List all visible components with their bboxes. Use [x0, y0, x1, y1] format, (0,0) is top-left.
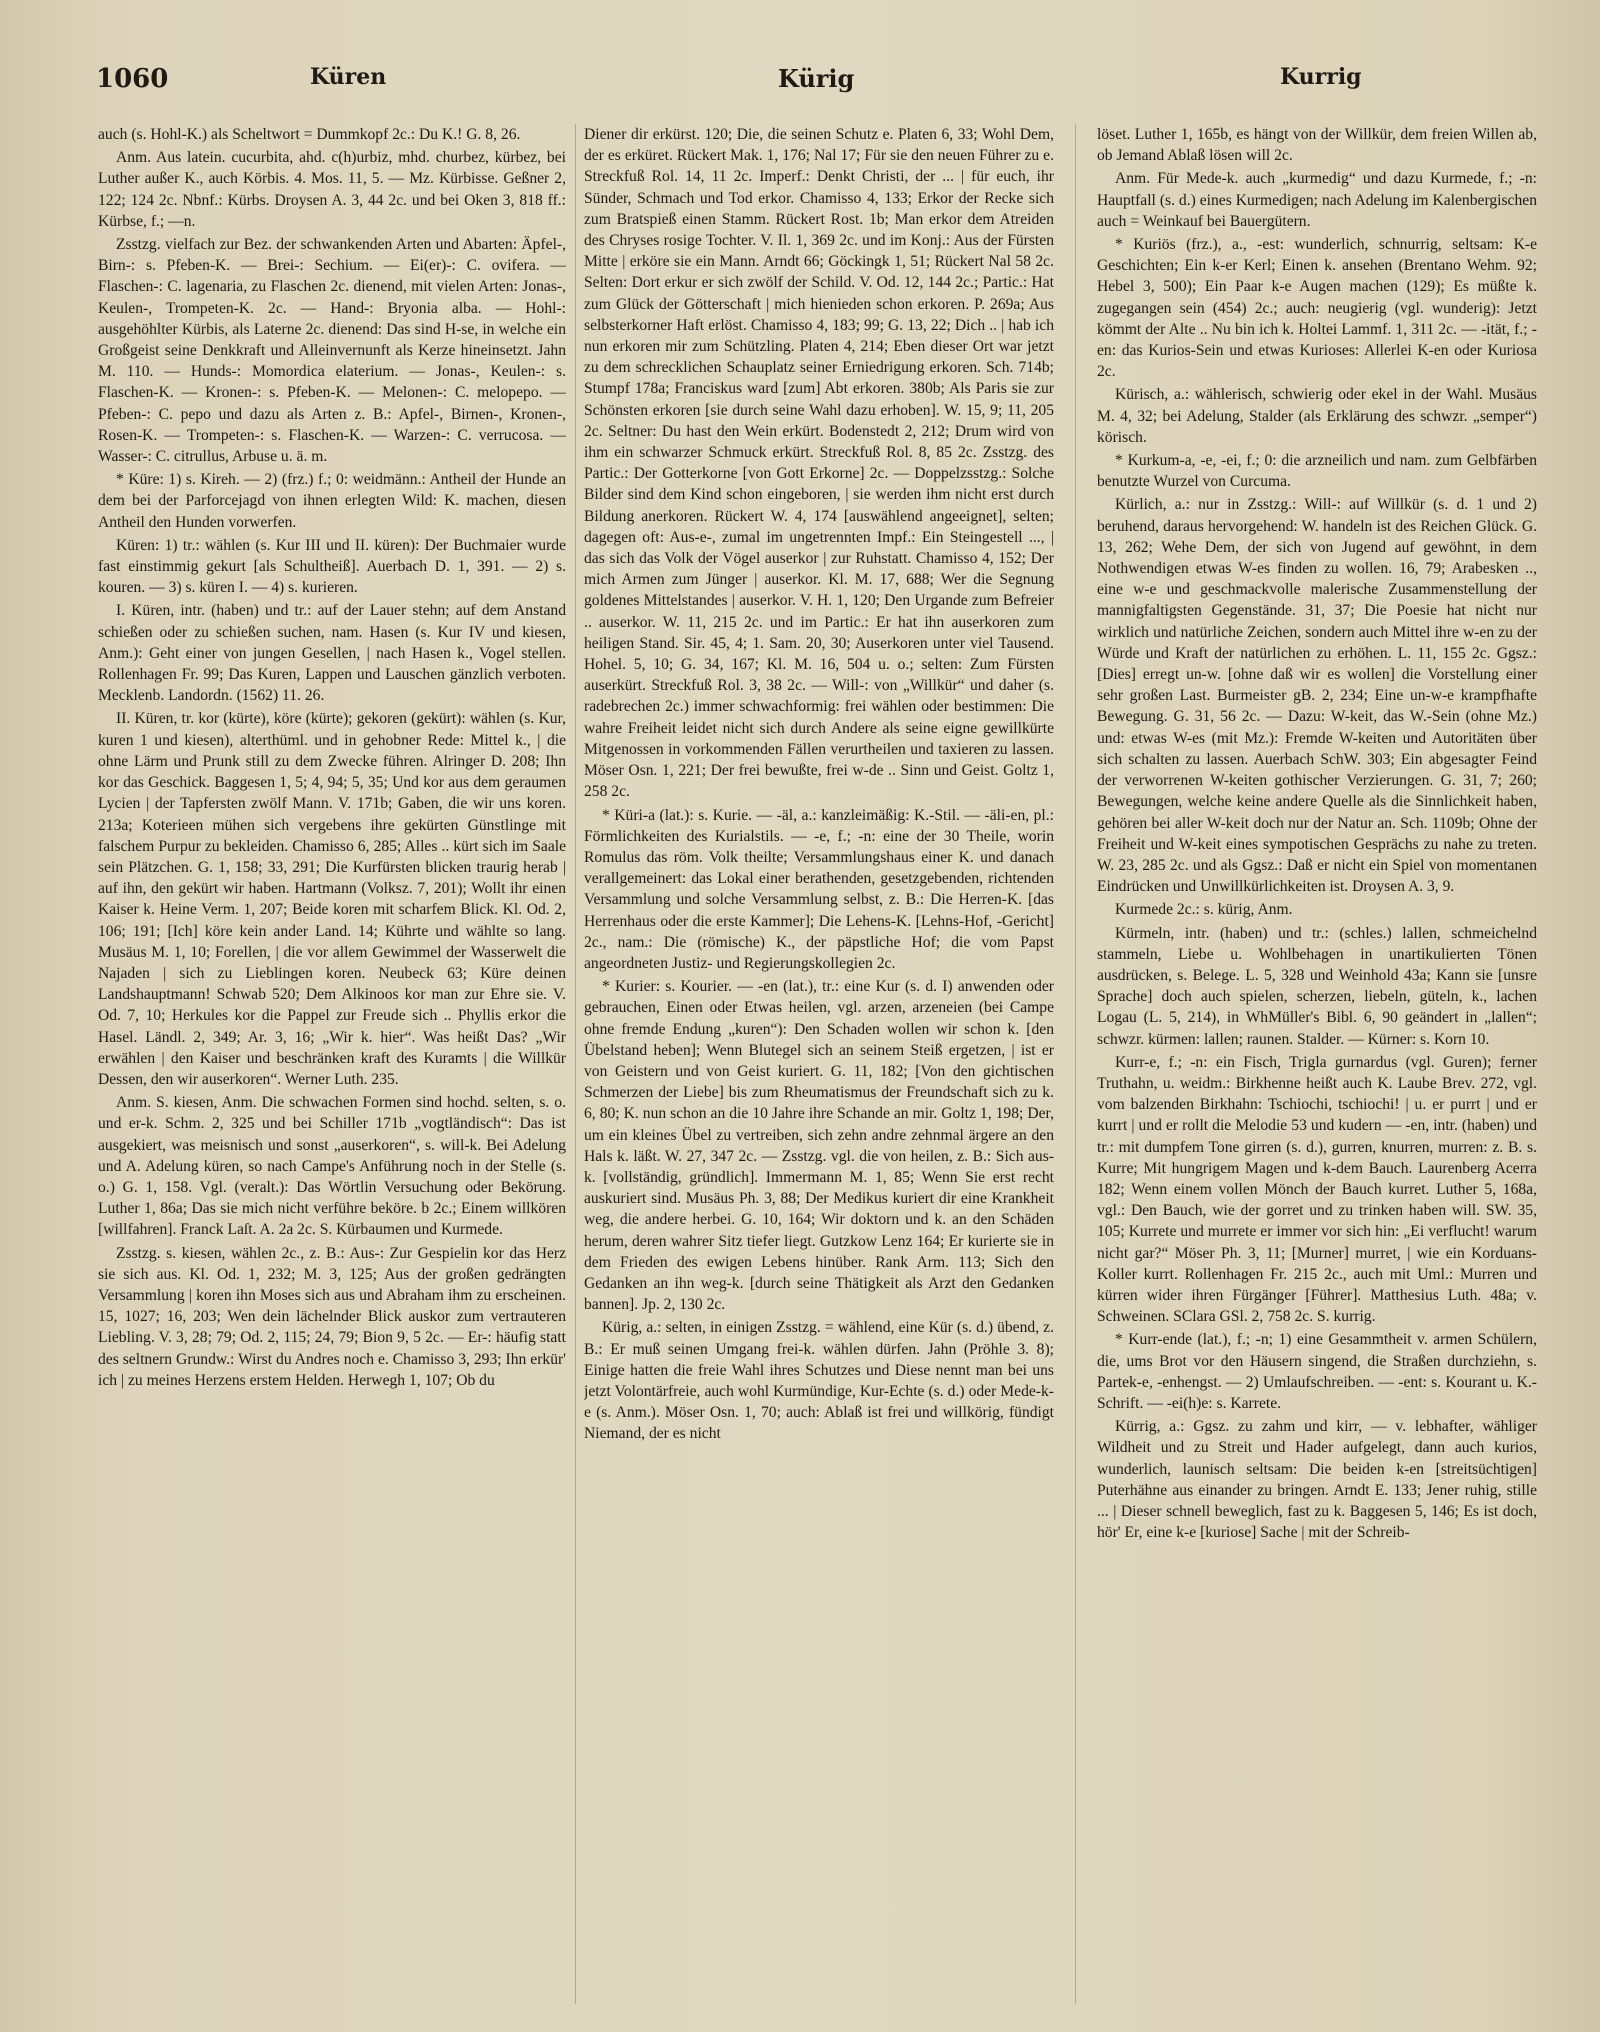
entry-paragraph: Diener dir erkürst. 120; Die, die seinen Schutz e. Platen 6, 33; Wohl Dem, der es erküret. Rückert Mak. 1, 176; Nal 17; Für sie den neuen Führer zu e. Streckfuß Rol. 14, 11 2c. Imperf.: Denkt Christi, der ... | für euch, ihr Sünder, Schmach und Tod erkor. Chamisso 4, 133; Erkor der Recke sich zum Bratspieß einen Stamm. Rückert Rost. 1b; Man erkor dem Atreiden des Chryses rosige Tochter. V. Il. 1, 369 2c. und im Konj.: Aus der Fürsten Mitte | erköre sie ein Mann. Arndt 66; Göckingk 1, 51; Rückert Nal 58 2c. Selten: Dort erkur er sich zwölf der Schild. V. Od. 12, 144 2c.; Partic.: Hat zum Glück der Götterschaft | mich hienieden schon erkoren. P. 269a; Aus selbsterkorner Haft erlöst. Chamisso 4, 183; 99; G. 13, 22; Dich .. | hab ich nun erkoren mir zum Schützling. Platen 4, 214; Eben dieser Ort war jetzt zu dem schrecklichen Schauplatz seiner Erniedrigung erkoren. Sch. 714b; Stumpf 178a; Franciskus ward [zum] Abt erkoren. 380b; Als Paris sie zur Schönsten erkoren [sie durch seine Wahl dazu erhoben]. W. 15, 9; 11, 205 2c. Seltner: Du hast den Wein erkürt. Bodenstedt 2, 212; Drum wird von ihm ein schwarzer Schmuck erkürt. Streckfuß Rol. 8, 85 2c. Zsstzg. des Partic.: Der Gotterkorne [von Gott Erkorne] 2c. — Doppelzsstzg.: Solche Bilder sind dem Kind schon eingeboren, | sie werden ihm nicht erst durch Bildung anerkoren. Rückert W. 4, 174 [auswählend angeeignet], selten; dagegen oft: Aus-e-, zumal im ungetrennten Impf.: Ein Steingestell ..., | das sich das Volk der Vögel auserkor | zur Ruhstatt. Chamisso 4, 152; Der mich Armen zum Jünger | auserkor. Kl. M. 17, 688; Wer die Segnung goldenes Mittelstandes | auserkor. V. H. 1, 120; Den Urgande zum Befreier .. auserkor. W. 11, 215 2c. und im Partic.: Er hat ihn auserkoren zum heiligen Stand. Sir. 45, 4; 1. Sam. 20, 30; Auserkoren unter viel Tausend. Hohel. 5, 10; G. 34, 167; Kl. M. 16, 504 u. o.; selten: Zum Fürsten auserkürt. Streckfuß Rol. 3, 38 2c. — Will-: von „Willkür“ und daher (s. radebrechen 2c.) immer schwachformig: frei wählen oder bestimmen: Die wahre Freiheit leidet nicht sich durch Andere als seine eigne gewillkürte Mitgenossen in vorkommenden Fällen verurtheilen und taxieren zu lassen. Möser Osn. 1, 221; Der frei bewußte, frei w-de .. Sinn und Geist. Goltz 1, 258 2c.: [584, 126, 1054, 801]
entry-paragraph: * Kurier: s. Kourier. — -en (lat.), tr.: eine Kur (s. d. I) anwenden oder gebrauchen, Einen oder Etwas heilen, vgl. arzen, arzeneien (bei Campe ohne fremde Endung „kuren“): Den Schaden wollen wir schon k. [den Übelstand heben]; Wenn Blutegel sich an seinem Steiß ergetzen, | ist er von Geistern und von Geist kuriert. G. 11, 182; [Von den gichtischen Schmerzen der Liebe] bis zum Rheumatismus der Freundschaft sich zu k. 6, 80; K. nun schon an die 10 Jahre ihre Schande an mir. Goltz 1, 198; Der, um ein kleines Übel zu vertreiben, sich zehn andre zehnmal ärgere an den Hals k. läßt. W. 27, 347 2c. — Zsstzg. vgl. die von heilen, z. B.: Sich aus-k. [vollständig, gründlich]. Immermann M. 1, 85; Wenn Sie erst recht auskuriert sind. Musäus Ph. 3, 88; Der Medikus kuriert dir eine Krankheit weg, die andere herbei. G. 10, 164; Wir doktorn und k. an den Schäden herum, deren wahrer Sitz tiefer liegt. Gutzkow Lenz 164; Er kurierte sie in dem Frieden des ewigen Lebens hinüber. Rank Arm. 113; Sich den Gedanken an ihn weg-k. [durch seine Thätigkeit als Arzt den Gedanken bannen]. Jp. 2, 130 2c.: [584, 978, 1054, 1314]
header-right-keyword: Kurrig: [1280, 64, 1362, 90]
entry-paragraph: * Kuriös (frz.), a., -est: wunderlich, schnurrig, seltsam: K-e Geschichten; Ein k-er Kerl; Einen k. ansehen (Brentano Wehm. 92; Hebel 3, 500); Ein Paar k-e Augen machen (129); Es müßte k. zugegangen sein (454) 2c.; auch: neugierig (vgl. wunderig): Jetzt kömmt der Alte .. Nu bin ich k. Holtei Lammf. 1, 311 2c. — -ität, f.; -en: das Kurios-Sein und etwas Kurioses: Allerlei K-en oder Kuriosa 2c.: [1097, 236, 1537, 381]
entry-paragraph: * Küre: 1) s. Kireh. — 2) (frz.) f.; 0: weidmänn.: Antheil der Hunde an dem bei der Parforcejagd von ihnen erlegten Wild: K. machen, diesen Antheil den Hunden vorwerfen.: [98, 471, 566, 531]
entry-paragraph: Kurr-e, f.; -n: ein Fisch, Trigla gurnardus (vgl. Guren); ferner Truthahn, u. weidm.: Birkhenne heißt auch K. Laube Brev. 272, vgl. vom balzenden Birkhahn: Tschiochi, tschiochi! | u. er purrt | und er kurrt | und er rollt die Melodie 53 und kudern — -en, intr. (haben) und tr.: mit dumpfem Tone girren (s. d.), gurren, knurren, murren: z. B. s. Kurre; Mit hungrigem Magen und k-dem Bauch. Laurenberg Acerra 182; Wenn einem vollen Mönch der Bauch kurret. Luther 5, 168a, vgl.: Den Bauch, wie der gorret und zu trinken haben will. SW. 35, 105; Kurrete und murrete er immer vor sich hin: „Ei verflucht! warum nicht gar?“ Möser Ph. 3, 11; [Murner] murret, | wie ein Korduans-Koller kurrt. Rollenhagen Fr. 215 2c., auch mit Uml.: Murren und kürren wider ihren Fürgänger [Führer]. Matthesius Luth. 48a; v. Schweinen. SClara GSl. 2, 758 2c. S. kurrig.: [1097, 1053, 1537, 1326]
entry-paragraph: Küren: 1) tr.: wählen (s. Kur III und II. küren): Der Buchmaier wurde fast einstimmig gekurt [als Schultheiß]. Auerbach D. 1, 391. — 2) s. kouren. — 3) s. küren I. — 4) s. kurieren.: [98, 536, 566, 597]
entry-paragraph: Kürrig, a.: Ggsz. zu zahm und kirr, — v. lebhafter, wähliger Wildheit und zu Streit und Hader aufgelegt, dann auch kurios, wunderlich, launisch seltsam: Die beiden k-en [streitsüchtigen] Puterhähne aus einander zu bringen. Arndt E. 133; Jener ruhig, stille ... | Dieser schnell beweglich, fast zu k. Baggesen 5, 146; Es ist doch, hör' Er, eine k-e [kuriose] Sache | mit der Schreib-: [1097, 1418, 1537, 1542]
entry-paragraph: Kürisch, a.: wählerisch, schwierig oder ekel in der Wahl. Musäus M. 4, 32; bei Adelung, Stalder (als Erklärung des schwzr. „semper“) körisch.: [1097, 386, 1537, 446]
entry-paragraph: Anm. Aus latein. cucurbita, ahd. c(h)urbiz, mhd. churbez, kürbez, bei Luther außer K., auch Körbis. 4. Mos. 11, 5. — Mz. Kürbisse. Geßner 2, 122; 124 2c. Nbnf.: Kürbs. Droysen A. 3, 44 2c. und bei Oken 3, 818 ff.: Kürbse, f.; —n.: [98, 149, 566, 230]
entry-paragraph: * Kurkum-a, -e, -ei, f.; 0: die arzneilich und nam. zum Gelbfärben benutzte Wurzel von Curcuma.: [1097, 452, 1537, 491]
entry-paragraph: auch (s. Hohl-K.) als Scheltwort = Dummkopf 2c.: Du K.! G. 8, 26.: [98, 126, 521, 143]
column-middle: [584, 124, 1054, 2019]
entry-paragraph: * Kurr-ende (lat.), f.; -n; 1) eine Gesammtheit v. armen Schülern, die, ums Brot vor den Häusern singend, die Straßen durchziehn, s. Partek-e, -enhengst. — 2) Umlaufschreiben. — -ent: s. Kourant u. K.-Schrift. — -ei(h)e: s. Karrete.: [1097, 1331, 1537, 1412]
entry-paragraph: II. Küren, tr. kor (kürte), köre (kürte); gekoren (gekürt): wählen (s. Kur, kuren 1 und kiesen), alterthüml. und in gehobner Rede: Mittel k., | die ohne Lärm und Prunk still zu dem Zwecke führen. Alringer D. 208; Ihn kor das Geschick. Baggesen 1, 5; 4, 94; 5, 35; Und kor aus dem geraumen Lycien | der Tapfersten zwölf Mann. V. 171b; Gaben, die wir uns koren. 213a; Koterieen mühen sich vergebens ihre gekürten Günstlinge mit falschem Purpur zu bekleiden. Chamisso 6, 285; Alles .. kürt sich im Saale sein Plätzchen. G. 1, 158; 33, 291; Die Kurfürsten blicken traurig herab | auf ihn, den gekürt wir haben. Hartmann (Volksz. 7, 201); Wollt ihr einen Kaiser k. Heine Verm. 1, 207; Beide koren mit scharfem Blick. Kl. Od. 2, 106; 191; [Ich] köre kein ander Land. 14; Kührte und wählte so lang. Musäus M. 1, 10; Forellen, | die vor allem Gewimmel der Wasserwelt die Najaden | sich zu Lieblingen koren. Neubeck 63; Küre deinen Landshauptmann! Schwab 520; Dem Alkinoos kor man zur Ehre sie. V. Od. 7, 10; Herkules kor die Pappel zur Freude sich .. Phyllis erkor die Hasel. Ländl. 2, 349; Ar. 3, 16; „Wir k. hier“. Was heißt Das? „Wir erwählen | den Kaiser und beschränken kraft des Kuramts | die Willkür Dessen, den wir auserkoren“. Werner Luth. 235.: [98, 710, 566, 1088]
running-header: [0, 64, 1600, 104]
entry-paragraph: Anm. S. kiesen, Anm. Die schwachen Formen sind hochd. selten, s. o. und er-k. Schm. 2, 325 und bei Schiller 171b „vogtländisch“: Das ist ausgekiert, was meisnisch und sonst „auserkoren“, s. will-k. Bei Adelung und A. Adelung küren, so nach Campe's Anführung noch in der Stelle (s. o.) G. 1, 158. Vgl. (veralt.): Das Wörtlin Versuchung oder Bekörung. Luther 1, 86a; Das sie mich nicht verführe beköre. b 2c.; Einem willkören [willfahren]. Franck Laſt. A. 2a 2c. S. Kürbaumen und Kurmede.: [98, 1094, 566, 1239]
column-divider: [1075, 124, 1076, 2004]
entry-paragraph: Anm. Für Mede-k. auch „kurmedig“ und dazu Kurmede, f.; -n: Hauptfall (s. d.) eines Kurmedigen; nach Adelung im Kalenbergischen auch = Weinkauf bei Bauergütern.: [1097, 170, 1537, 230]
entry-paragraph: Kürig, a.: selten, in einigen Zsstzg. = wählend, eine Kür (s. d.) übend, z. B.: Er muß seinen Umgang frei-k. wählen dürfen. Jahn (Pröhle 3. 8); Einige hatten die freie Wahl ihres Schutzes und Diese nennt man bei uns jetzt Volontärfreie, auch wohl Kurmündige, Kur-Echte (s. d.) oder Mede-k-e (s. Anm.). Möser Osn. 1, 70; auch: Ablaß ist frei und willkörig, fündigt Niemand, der es nicht: [584, 1319, 1054, 1443]
entry-paragraph: I. Küren, intr. (haben) und tr.: auf der Lauer stehn; auf dem Anstand schießen oder zu schießen suchen, nam. Hasen (s. Kur IV und kiesen, Anm.): Geht einer von jungen Gesellen, | nach Hasen k., Vogel stellen. Rollenhagen Fr. 99; Das Kuren, Lappen und Lauschen gänzlich verboten. Mecklenb. Landordn. (1562) 11. 26.: [98, 602, 566, 705]
column-left: [98, 124, 566, 2019]
header-center-keyword: Kürig: [778, 64, 855, 93]
entry-paragraph: löset. Luther 1, 165b, es hängt von der Willkür, dem freien Willen ab, ob Jemand Ablaß lösen will 2c.: [1097, 126, 1537, 165]
page-number: 1060: [96, 64, 169, 94]
entry-paragraph: Kurmede 2c.: s. kürig, Anm.: [1115, 901, 1293, 919]
entry-paragraph: * Küri-a (lat.): s. Kurie. — -äl, a.: kanzleimäßig: K.-Stil. — -äli-en, pl.: Förmlichkeiten des Kurialstils. — -e, f.; -n: eine der 30 Theile, worin Romulus das röm. Volk theilte; Versammlungshaus einer K. und danach verallgemeinert: das Lokal einer berathenden, gesetzgebenden, richtenden Versammlung und solche Versammlung selbst, z. B.: Die Herren-K. [das Herrenhaus oder die erste Kammer]; Die Lehens-K. [Lehns-Hof, -Gericht] 2c., nam.: Die (römische) K., der päpstliche Hof; die vom Papst angeordneten Justiz- und Regierungskollegien 2c.: [584, 806, 1054, 972]
entry-paragraph: Kürlich, a.: nur in Zsstzg.: Will-: auf Willkür (s. d. 1 und 2) beruhend, daraus hervorgehend: W. handeln ist des Reichen Glück. G. 13, 262; Wehe Dem, der sich von Jugend auf gewöhnt, in dem Nothwendigen etwas W-es finden zu wollen. 16, 79; Arabesken .., eine w-e und geschmackvolle malerische Zusammenstellung der mannigfaltigsten Gegenstände. 31, 37; Die Poesie hat nicht nur wirklich und natürliche Zeichen, sondern auch Mittel ihre w-en zu der Würde und Kraft der natürlichen zu erhöhen. L. 11, 155 2c. Ggsz.: [Dies] erregt un-w. [ohne daß wir es wollen] die Vorstellung einer sehr großen Last. Burmeister gB. 2, 234; Eine un-w-e krampfhafte Bewegung. G. 31, 56 2c. — Dazu: W-keit, das W.-Sein (ohne Mz.) und: etwas W-es (mit Mz.): Fremde W-keiten und Autoritäten über sich schalten zu lassen. Auerbach SchW. 303; Ein abgesagter Feind der verworrenen W-keiten gothischer Verzierungen. G. 31, 7; 260; Bewegungen, welche keine andere Quelle als die Sinnlichkeit haben, gehören bei aller W-keit doch nur der Natur an. Sch. 1109b; Ohne der Freiheit und W-keit eines sympotischen Gesprächs zu nahe zu treten. W. 23, 285 2c. und als Ggsz.: Daß er nicht ein Spiel von momentanen Eindrücken und Unwillkürlichkeiten ist. Droysen A. 3, 9.: [1097, 496, 1537, 896]
column-right: [1097, 124, 1537, 2019]
header-left-keyword: Küren: [310, 64, 387, 90]
entry-paragraph: Zsstzg. s. kiesen, wählen 2c., z. B.: Aus-: Zur Gespielin kor das Herz sie sich aus. Kl. Od. 1, 232; M. 3, 125; Aus der großen gedrängten Versammlung | koren ihn Moses sich aus und Abraham ihm zu erscheinen. 15, 1027; 16, 203; Wen dein lächelnder Blick auskor zum vertrauteren Liebling. V. 3, 28; 79; Od. 2, 115; 24, 79; Bion 9, 5 2c. — Er-: häufig statt des seltnern Grundw.: Wirst du Andres noch e. Chamisso 3, 293; Ihn erkür' ich | zu meines Herzens erstem Helden. Herwegh 1, 107; Ob du: [98, 1244, 566, 1389]
entry-paragraph: Kürmeln, intr. (haben) und tr.: (schles.) lallen, schmeichelnd stammeln, Liebe u. Wohlbehagen in unartikulierten Tönen ausdrücken, s. Belege. L. 5, 328 und Weinhold 43a; Kann sie [unsre Sprache] doch auch spielen, scherzen, liebeln, güteln, k., lachen Logau (L. 5, 214), in WhMüller's Bibl. 6, 90 geändert in „lallen“; schwzr. kürmen: lallen; raunen. Stalder. — Kürner: s. Korn 10.: [1097, 924, 1537, 1048]
entry-paragraph: Zsstzg. vielfach zur Bez. der schwankenden Arten und Abarten: Äpfel-, Birn-: s. Pfeben-K. — Brei-: Sechium. — Ei(er)-: C. ovifera. — Flaschen-: C. lagenaria, zu Flaschen 2c. dienend, mit vielen Arten: Jonas-, Keulen-, Trompeten-K. 2c. — Hand-: Bryonia alba. — Hohl-: ausgehöhlter Kürbis, als Laterne 2c. dienend: Das sind H-se, in welche ein Großgeist seine Denkkraft und Alleinvernunft als Kerze hineinsetzt. Jahn M. 110. — Hunds-: Momordica elaterium. — Jonas-, Keulen-: s. Flaschen-K. — Kronen-: s. Pfeben-K. — Melonen-: C. melopepo. — Pfeben-: C. pepo und dazu als Arten z. B.: Apfel-, Birnen-, Kronen-, Rosen-K. — Trompeten-: s. Flaschen-K. — Warzen-: C. verrucosa. — Wasser-: C. citrullus, Arbuse u. ä. m.: [98, 236, 566, 466]
column-divider: [575, 124, 576, 2004]
